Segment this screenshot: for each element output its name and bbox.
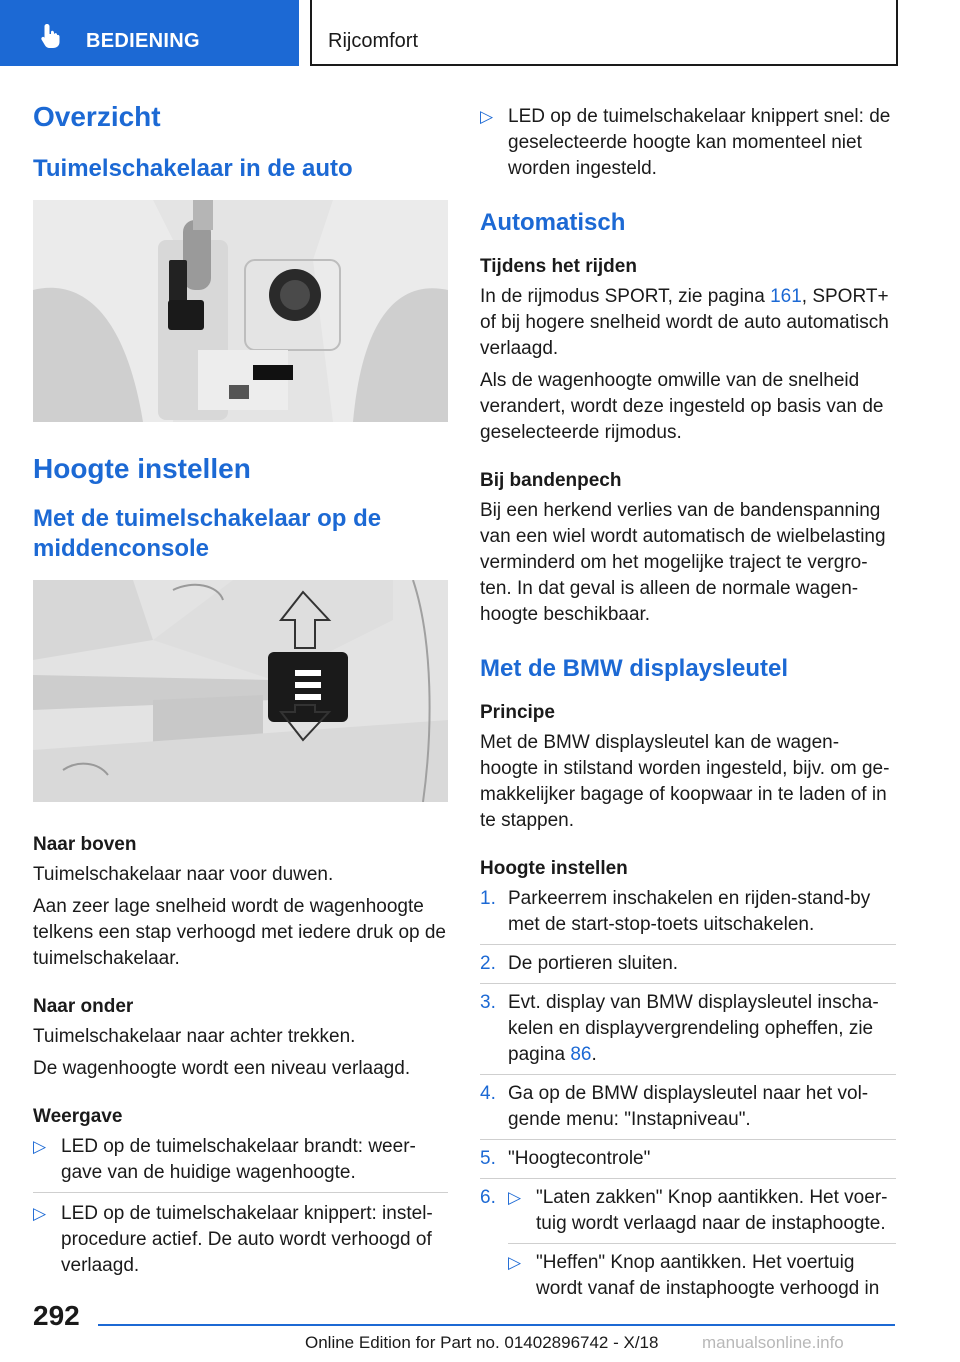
heading-overzicht: Overzicht <box>33 101 161 132</box>
list-item: ▷ LED op de tuimelschakelaar knippert: instel-procedure actief. De auto wordt verhoogd of verlaagd. <box>33 1192 448 1279</box>
chapter-header <box>310 0 898 66</box>
tijdens-text-1: In de rijmodus SPORT, zie pagina 161, SPORT+ of bij hogere snelheid wordt de auto automatisch verlaagd. <box>480 286 889 359</box>
heading-automatisch: Automatisch <box>480 209 626 236</box>
naar-boven-text-2: Aan zeer lage snelheid wordt de wagenhoogte telkens een stap verhoogd met iedere druk op de tuimelschakelaar. <box>33 896 446 969</box>
tijdens-title: Tijdens het rijden <box>480 256 637 277</box>
page-number: 292 <box>33 1300 80 1331</box>
naar-boven-title: Naar boven <box>33 834 137 855</box>
naar-onder-title: Naar onder <box>33 996 134 1017</box>
steps-list <box>480 886 896 1302</box>
section-label: BEDIENING <box>86 30 200 52</box>
led-list-continued <box>480 104 896 182</box>
step-item: 3. Evt. display van BMW displaysleutel inscha-kelen en displayvergrendeling opheffen, zie pagina 86. <box>480 983 896 1068</box>
triangle-bullet-icon: ▷ <box>33 1137 47 1156</box>
tijdens-text-2: Als de wagenhoogte omwille van de snelheid verandert, wordt deze ingesteld op basis van de geselecteerde rijmodus. <box>480 370 884 443</box>
heading-met-tuimelschakelaar: Met de tuimelschakelaar op de middenconsole <box>33 505 382 562</box>
weergave-list <box>33 1134 448 1279</box>
left-column <box>33 100 448 1279</box>
console-illustration <box>33 200 448 422</box>
principe-title: Principe <box>480 702 555 723</box>
naar-onder-text-2: De wagenhoogte wordt een niveau verlaagd. <box>33 1058 411 1079</box>
list-item: ▷ "Laten zakken" Knop aantikken. Het voer-tuig wordt verlaagd naar de instaphoogte. <box>508 1187 888 1234</box>
rocker-switch-illustration <box>33 580 448 802</box>
triangle-bullet-icon: ▷ <box>480 107 494 126</box>
bandenpech-title: Bij bandenpech <box>480 470 622 491</box>
step-item: 2. De portieren sluiten. <box>480 944 896 977</box>
heading-bmw-displaysleutel: Met de BMW displaysleutel <box>480 655 789 682</box>
edition-text: Online Edition for Part no. 01402896742 - X/18 <box>305 1333 659 1352</box>
naar-boven-text-1: Tuimelschakelaar naar voor duwen. <box>33 864 334 885</box>
naar-onder-text-1: Tuimelschakelaar naar achter trekken. <box>33 1026 356 1047</box>
heading-hoogte-instellen: Hoogte instellen <box>33 453 251 484</box>
triangle-bullet-icon: ▷ <box>33 1204 47 1223</box>
weergave-title: Weergave <box>33 1106 123 1127</box>
section-tab[interactable] <box>0 0 299 66</box>
step-item: 4. Ga op de BMW displaysleutel naar het vol-gende menu: "Instapniveau". <box>480 1074 896 1133</box>
hoogte-instellen-title: Hoogte instellen <box>480 858 628 879</box>
footer-divider <box>98 1324 895 1326</box>
console-photo <box>33 200 448 422</box>
list-item: ▷ LED op de tuimelschakelaar knippert snel: de geselecteerde hoogte kan momenteel niet worden ingesteld. <box>480 106 891 179</box>
hand-pointer-icon <box>38 22 66 50</box>
page-link-86[interactable]: 86 <box>570 1044 592 1065</box>
triangle-bullet-icon: ▷ <box>508 1253 522 1272</box>
step6-sublist <box>508 1185 896 1302</box>
step-item: 1. Parkeerrem inschakelen en rijden-stand-by met de start-stop-toets uitschakelen. <box>480 888 871 935</box>
list-item: ▷ "Heffen" Knop aantikken. Het voertuig wordt vanaf de instaphoogte verhoogd in <box>508 1243 896 1302</box>
rocker-switch-photo <box>33 580 448 802</box>
principe-text: Met de BMW displaysleutel kan de wagen-hoogte in stilstand worden ingesteld, bijv. om ge-makkelijker bagage of koopwaar in te laden of in te stappen. <box>480 732 890 831</box>
step-item: 5. "Hoogtecontrole" <box>480 1139 896 1172</box>
bandenpech-text: Bij een herkend verlies van de bandenspanning van een wiel wordt automatisch de wielbelasting verminderd om het mogelijke traject te vergro-ten. In dat geval is alleen de normale wagen-hoogte beschikbaar. <box>480 500 886 625</box>
right-column <box>480 104 896 1302</box>
page-link-161[interactable]: 161 <box>770 286 802 307</box>
step-item: 6. ▷ "Laten zakken" Knop aantikken. Het voer-tuig wordt verlaagd naar de instaphoogte. ▷ "Heffen" Knop aantikken. Het voertuig wordt vanaf de instaphoogte verhoogd in <box>480 1178 896 1302</box>
triangle-bullet-icon: ▷ <box>508 1188 522 1207</box>
heading-tuimelschakelaar: Tuimelschakelaar in de auto <box>33 155 353 182</box>
watermark: manualsonline.info <box>702 1333 844 1352</box>
list-item: ▷ LED op de tuimelschakelaar brandt: weer-gave van de huidige wagenhoogte. <box>33 1136 416 1183</box>
chapter-label: Rijcomfort <box>328 30 419 52</box>
